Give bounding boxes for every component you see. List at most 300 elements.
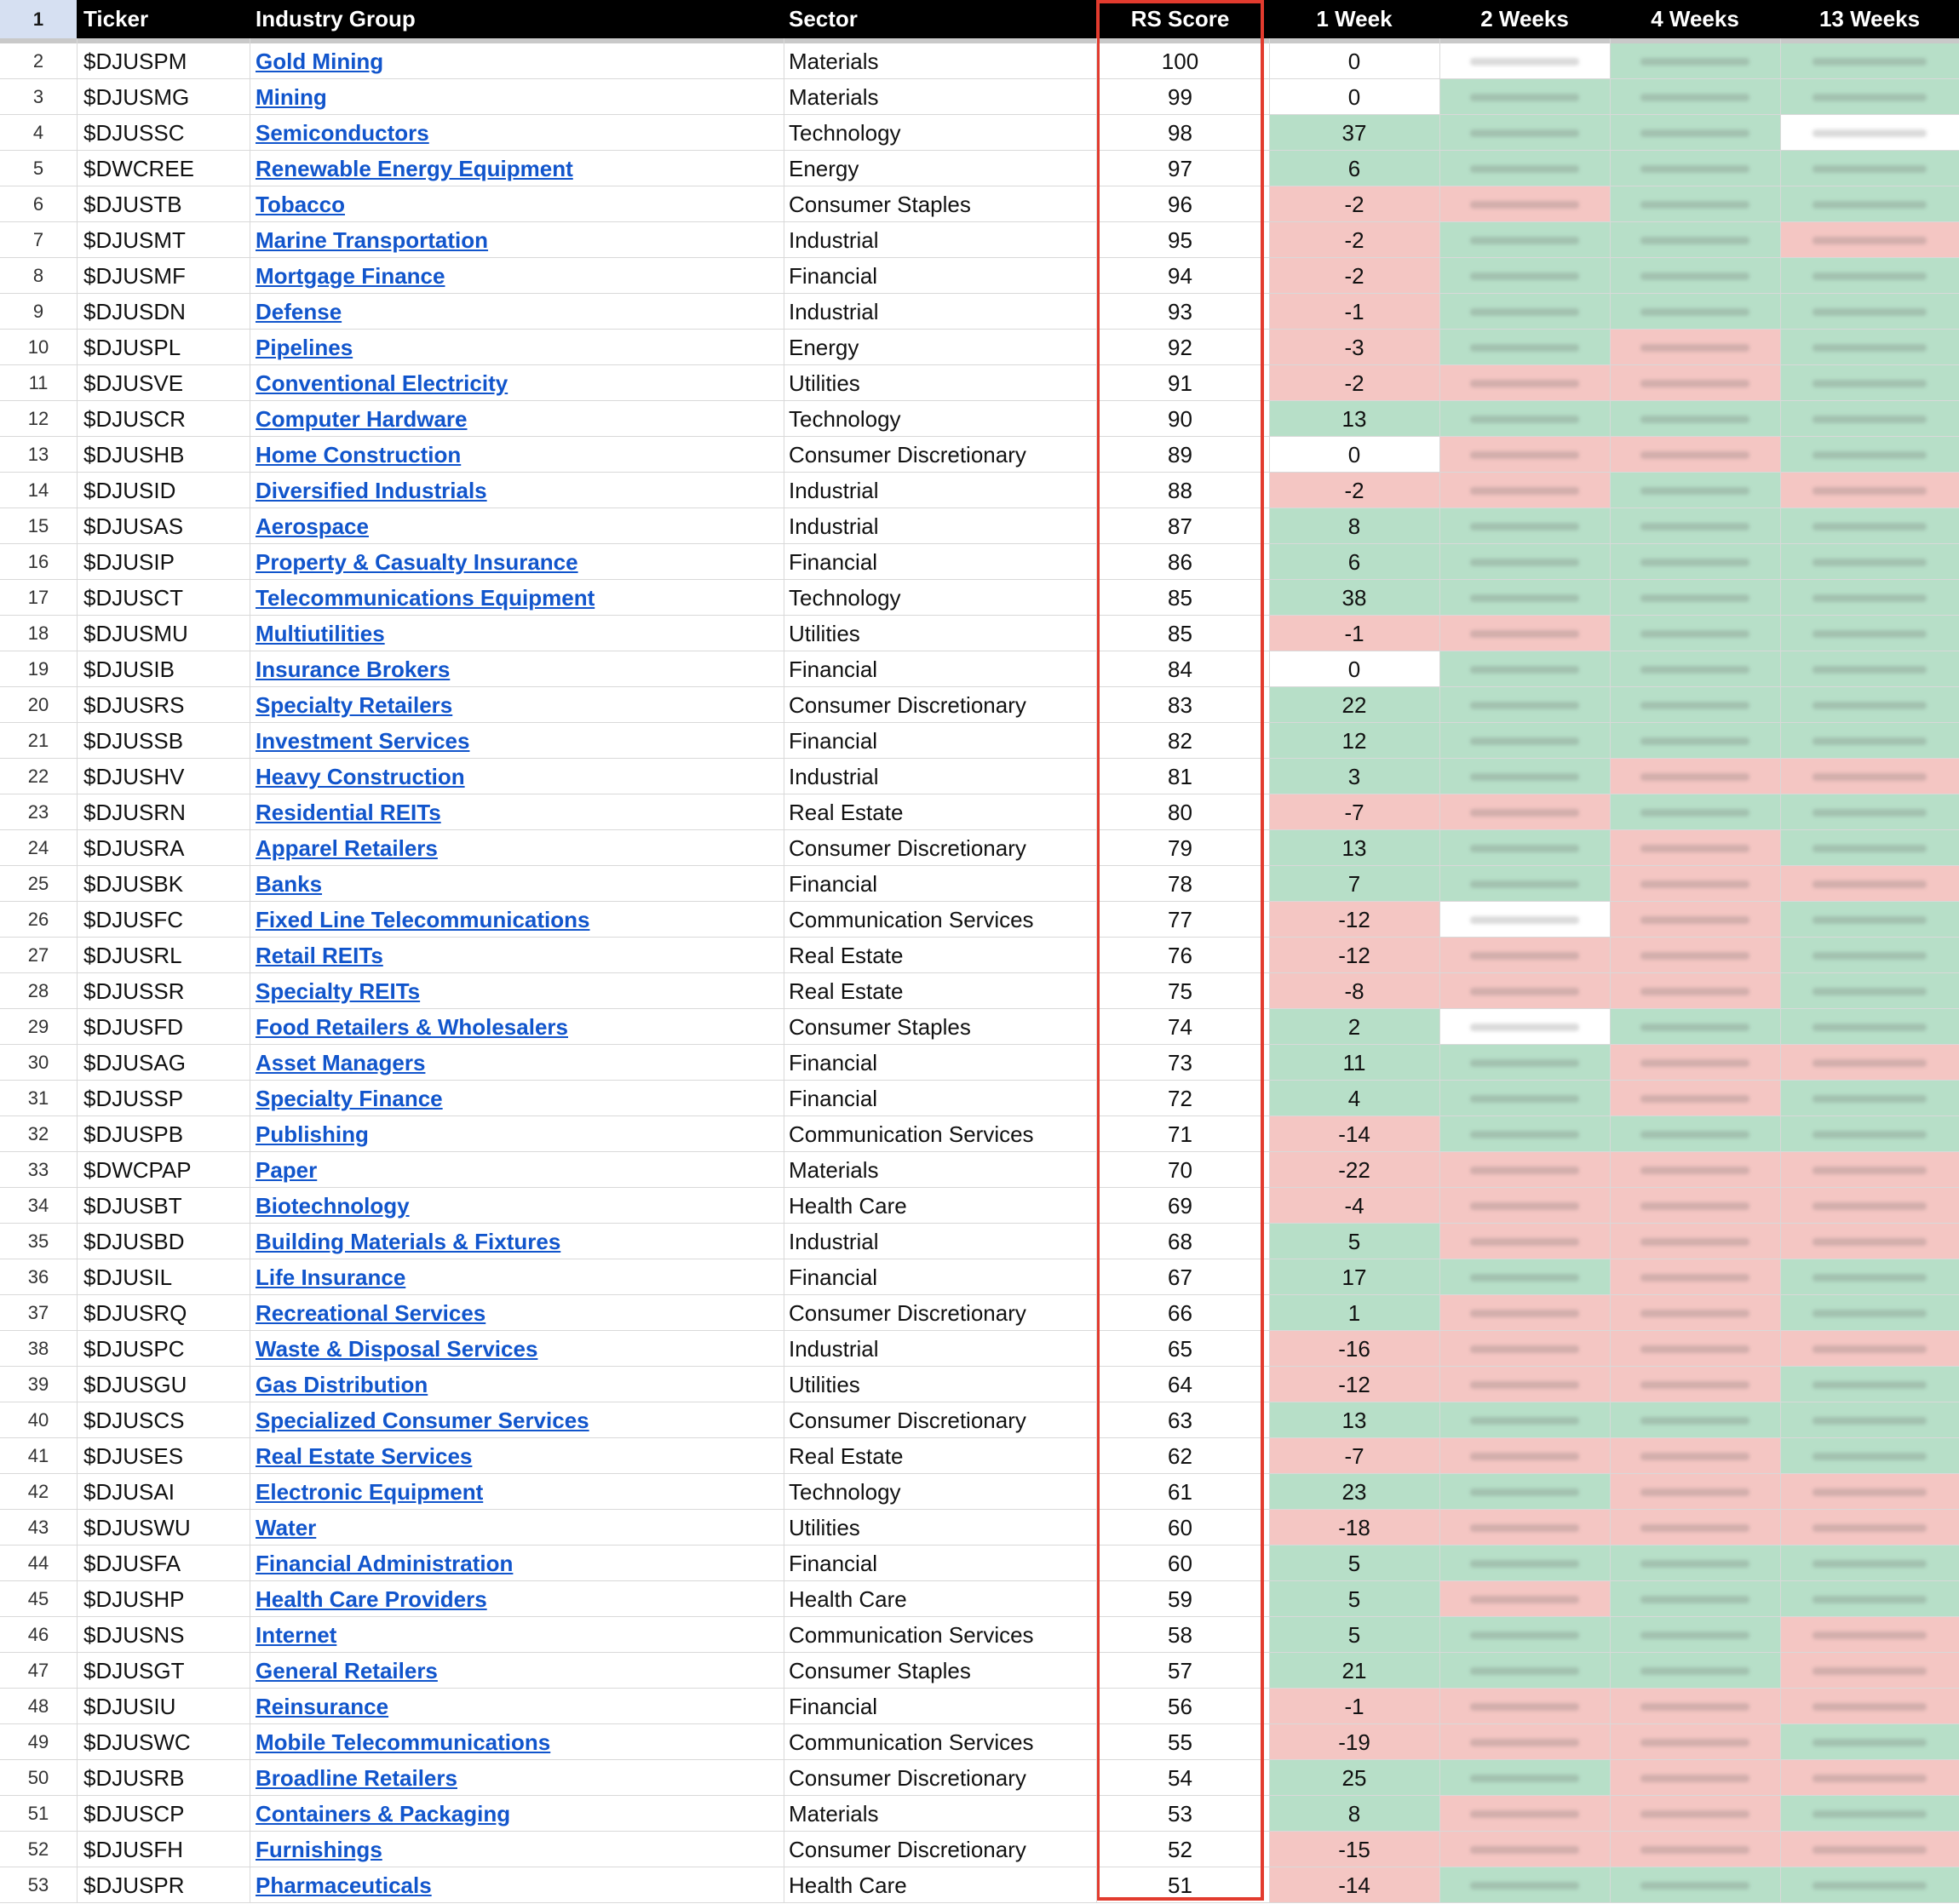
one-week-cell[interactable]: 13 [1269,830,1439,866]
thirteen-weeks-cell[interactable] [1780,1474,1959,1510]
industry-group-link[interactable]: Fixed Line Telecommunications [256,907,590,932]
industry-group-link[interactable]: Water [256,1515,317,1540]
rs-score-cell[interactable]: 62 [1168,1443,1192,1469]
four-weeks-cell[interactable] [1610,544,1780,580]
industry-group-cell[interactable] [256,866,784,902]
thirteen-weeks-cell[interactable] [1780,1367,1959,1402]
thirteen-weeks-cell[interactable] [1780,401,1959,437]
two-weeks-cell[interactable] [1439,1081,1610,1116]
sector-cell[interactable]: Real Estate [789,1443,904,1469]
thirteen-weeks-cell[interactable] [1780,330,1959,365]
sector-cell[interactable]: Technology [789,585,901,611]
industry-group-link[interactable]: Home Construction [256,442,462,467]
one-week-cell[interactable]: -1 [1269,294,1439,330]
thirteen-weeks-cell[interactable] [1780,1045,1959,1081]
industry-group-link[interactable]: Tobacco [256,192,345,217]
one-week-cell[interactable]: 8 [1269,508,1439,544]
industry-group-cell[interactable] [256,43,784,79]
sector-cell[interactable]: Industrial [789,1336,879,1362]
sector-cell[interactable]: Technology [789,120,901,146]
rs-score-cell[interactable]: 69 [1168,1193,1192,1219]
one-week-cell[interactable]: 4 [1269,1081,1439,1116]
industry-group-cell[interactable] [256,1367,784,1402]
rs-score-cell[interactable]: 74 [1168,1014,1192,1040]
thirteen-weeks-cell[interactable] [1780,43,1959,79]
thirteen-weeks-cell[interactable] [1780,1402,1959,1438]
sector-cell[interactable]: Consumer Discretionary [789,1837,1026,1862]
thirteen-weeks-cell[interactable] [1780,902,1959,938]
ticker-cell[interactable]: $DJUSPL [83,335,181,360]
one-week-cell[interactable]: 0 [1269,79,1439,115]
industry-group-cell[interactable] [256,1796,784,1832]
one-week-cell[interactable]: -1 [1269,616,1439,651]
rs-score-cell[interactable]: 94 [1168,263,1192,289]
industry-group-cell[interactable] [256,1689,784,1724]
industry-group-cell[interactable] [256,1081,784,1116]
rs-score-cell[interactable]: 91 [1168,370,1192,396]
industry-group-link[interactable]: Defense [256,299,342,324]
thirteen-weeks-cell[interactable] [1780,1546,1959,1581]
sector-cell[interactable]: Financial [789,1694,878,1719]
four-weeks-cell[interactable] [1610,1259,1780,1295]
thirteen-weeks-cell[interactable] [1780,866,1959,902]
rs-score-cell[interactable]: 57 [1168,1658,1192,1683]
industry-group-link[interactable]: Apparel Retailers [256,835,438,861]
one-week-cell[interactable]: -2 [1269,186,1439,222]
ticker-cell[interactable]: $DJUSSR [83,978,185,1004]
rs-score-cell[interactable]: 59 [1168,1586,1192,1612]
sector-cell[interactable]: Financial [789,1265,878,1290]
rs-score-cell[interactable]: 53 [1168,1801,1192,1827]
two-weeks-cell[interactable] [1439,1188,1610,1224]
sector-cell[interactable]: Technology [789,1479,901,1505]
ticker-cell[interactable]: $DJUSMU [83,621,188,646]
column-header-sector[interactable]: Sector [789,6,858,32]
industry-group-cell[interactable] [256,1152,784,1188]
rs-score-cell[interactable]: 81 [1168,764,1192,789]
two-weeks-cell[interactable] [1439,794,1610,830]
one-week-cell[interactable]: -8 [1269,973,1439,1009]
rs-score-cell[interactable]: 51 [1168,1872,1192,1898]
two-weeks-cell[interactable] [1439,544,1610,580]
four-weeks-cell[interactable] [1610,401,1780,437]
ticker-cell[interactable]: $DJUSID [83,478,176,503]
four-weeks-cell[interactable] [1610,1796,1780,1832]
ticker-cell[interactable]: $DJUSCS [83,1408,185,1433]
one-week-cell[interactable]: -14 [1269,1116,1439,1152]
four-weeks-cell[interactable] [1610,938,1780,973]
ticker-cell[interactable]: $DJUSMG [83,84,190,110]
industry-group-cell[interactable] [256,902,784,938]
ticker-cell[interactable]: $DWCREE [83,156,195,181]
rs-score-cell[interactable]: 67 [1168,1265,1192,1290]
one-week-cell[interactable]: -1 [1269,1689,1439,1724]
thirteen-weeks-cell[interactable] [1780,1188,1959,1224]
industry-group-cell[interactable] [256,1474,784,1510]
four-weeks-cell[interactable] [1610,186,1780,222]
ticker-cell[interactable]: $DJUSBK [83,871,184,897]
two-weeks-cell[interactable] [1439,1402,1610,1438]
two-weeks-cell[interactable] [1439,401,1610,437]
four-weeks-cell[interactable] [1610,1045,1780,1081]
sector-cell[interactable]: Financial [789,657,878,682]
sector-cell[interactable]: Real Estate [789,978,904,1004]
thirteen-weeks-cell[interactable] [1780,258,1959,294]
four-weeks-cell[interactable] [1610,222,1780,258]
one-week-cell[interactable]: -3 [1269,330,1439,365]
one-week-cell[interactable]: -16 [1269,1331,1439,1367]
ticker-cell[interactable]: $DJUSPC [83,1336,185,1362]
thirteen-weeks-cell[interactable] [1780,1581,1959,1617]
rs-score-cell[interactable]: 64 [1168,1372,1192,1397]
industry-group-link[interactable]: Insurance Brokers [256,657,451,682]
rs-score-cell[interactable]: 72 [1168,1086,1192,1111]
thirteen-weeks-cell[interactable] [1780,1510,1959,1546]
rs-score-cell[interactable]: 52 [1168,1837,1192,1862]
industry-group-link[interactable]: Mobile Telecommunications [256,1729,551,1755]
ticker-cell[interactable]: $DJUSIP [83,549,175,575]
one-week-cell[interactable]: 5 [1269,1546,1439,1581]
thirteen-weeks-cell[interactable] [1780,1617,1959,1653]
thirteen-weeks-cell[interactable] [1780,723,1959,759]
two-weeks-cell[interactable] [1439,222,1610,258]
sector-cell[interactable]: Consumer Discretionary [789,442,1026,467]
ticker-cell[interactable]: $DJUSPB [83,1121,184,1147]
four-weeks-cell[interactable] [1610,115,1780,151]
thirteen-weeks-cell[interactable] [1780,1295,1959,1331]
industry-group-cell[interactable] [256,1295,784,1331]
four-weeks-cell[interactable] [1610,1438,1780,1474]
sector-cell[interactable]: Materials [789,49,879,74]
industry-group-link[interactable]: Banks [256,871,323,897]
sector-cell[interactable]: Consumer Discretionary [789,692,1026,718]
thirteen-weeks-cell[interactable] [1780,1331,1959,1367]
two-weeks-cell[interactable] [1439,79,1610,115]
column-header-rs-score[interactable]: RS Score [1130,6,1230,32]
thirteen-weeks-cell[interactable] [1780,222,1959,258]
industry-group-link[interactable]: Residential REITs [256,800,441,825]
sector-cell[interactable]: Health Care [789,1586,907,1612]
sector-cell[interactable]: Utilities [789,621,860,646]
two-weeks-cell[interactable] [1439,1474,1610,1510]
industry-group-cell[interactable] [256,1259,784,1295]
ticker-cell[interactable]: $DJUSFA [83,1551,181,1576]
industry-group-cell[interactable] [256,938,784,973]
industry-group-cell[interactable] [256,115,784,151]
two-weeks-cell[interactable] [1439,1367,1610,1402]
industry-group-cell[interactable] [256,1760,784,1796]
industry-group-cell[interactable] [256,1188,784,1224]
industry-group-cell[interactable] [256,759,784,794]
industry-group-cell[interactable] [256,1224,784,1259]
one-week-cell[interactable]: 3 [1269,759,1439,794]
sector-cell[interactable]: Consumer Staples [789,1658,971,1683]
thirteen-weeks-cell[interactable] [1780,651,1959,687]
four-weeks-cell[interactable] [1610,1760,1780,1796]
four-weeks-cell[interactable] [1610,1546,1780,1581]
two-weeks-cell[interactable] [1439,866,1610,902]
industry-group-link[interactable]: Semiconductors [256,120,429,146]
two-weeks-cell[interactable] [1439,1581,1610,1617]
industry-group-cell[interactable] [256,1546,784,1581]
rs-score-cell[interactable]: 84 [1168,657,1192,682]
rs-score-cell[interactable]: 95 [1168,227,1192,253]
ticker-cell[interactable]: $DJUSHP [83,1586,185,1612]
one-week-cell[interactable]: -2 [1269,222,1439,258]
ticker-cell[interactable]: $DJUSPM [83,49,187,74]
sector-cell[interactable]: Health Care [789,1872,907,1898]
one-week-cell[interactable]: 12 [1269,723,1439,759]
ticker-cell[interactable]: $DJUSIU [83,1694,176,1719]
two-weeks-cell[interactable] [1439,151,1610,186]
sector-cell[interactable]: Financial [789,549,878,575]
sector-cell[interactable]: Communication Services [789,907,1034,932]
thirteen-weeks-cell[interactable] [1780,1009,1959,1045]
sector-cell[interactable]: Energy [789,156,859,181]
thirteen-weeks-cell[interactable] [1780,1081,1959,1116]
two-weeks-cell[interactable] [1439,1724,1610,1760]
industry-group-cell[interactable] [256,1438,784,1474]
industry-group-link[interactable]: Marine Transportation [256,227,489,253]
rs-score-cell[interactable]: 78 [1168,871,1192,897]
industry-group-cell[interactable] [256,1402,784,1438]
thirteen-weeks-cell[interactable] [1780,1796,1959,1832]
industry-group-link[interactable]: Containers & Packaging [256,1801,511,1827]
rs-score-cell[interactable]: 90 [1168,406,1192,432]
rs-score-cell[interactable]: 89 [1168,442,1192,467]
two-weeks-cell[interactable] [1439,1653,1610,1689]
industry-group-cell[interactable] [256,651,784,687]
two-weeks-cell[interactable] [1439,1796,1610,1832]
rs-score-cell[interactable]: 66 [1168,1300,1192,1326]
sector-cell[interactable]: Consumer Staples [789,192,971,217]
thirteen-weeks-cell[interactable] [1780,687,1959,723]
sector-cell[interactable]: Industrial [789,764,879,789]
industry-group-link[interactable]: Conventional Electricity [256,370,508,396]
rs-score-cell[interactable]: 87 [1168,513,1192,539]
industry-group-cell[interactable] [256,723,784,759]
four-weeks-cell[interactable] [1610,1832,1780,1867]
industry-group-link[interactable]: Furnishings [256,1837,382,1862]
ticker-cell[interactable]: $DJUSAI [83,1479,175,1505]
two-weeks-cell[interactable] [1439,1259,1610,1295]
sector-cell[interactable]: Technology [789,406,901,432]
four-weeks-cell[interactable] [1610,687,1780,723]
two-weeks-cell[interactable] [1439,1689,1610,1724]
rs-score-cell[interactable]: 60 [1168,1515,1192,1540]
four-weeks-cell[interactable] [1610,1617,1780,1653]
rs-score-cell[interactable]: 61 [1168,1479,1192,1505]
ticker-cell[interactable]: $DJUSAG [83,1050,186,1075]
industry-group-link[interactable]: Pipelines [256,335,353,360]
sector-cell[interactable]: Materials [789,84,879,110]
ticker-cell[interactable]: $DJUSCP [83,1801,185,1827]
sector-cell[interactable]: Real Estate [789,943,904,968]
one-week-cell[interactable]: 2 [1269,1009,1439,1045]
industry-group-link[interactable]: Specialty Finance [256,1086,443,1111]
one-week-cell[interactable]: 37 [1269,115,1439,151]
four-weeks-cell[interactable] [1610,1724,1780,1760]
industry-group-cell[interactable] [256,1867,784,1903]
ticker-cell[interactable]: $DJUSGU [83,1372,187,1397]
column-header-2-weeks[interactable]: 2 Weeks [1480,6,1569,32]
four-weeks-cell[interactable] [1610,1009,1780,1045]
one-week-cell[interactable]: -22 [1269,1152,1439,1188]
rs-score-cell[interactable]: 68 [1168,1229,1192,1254]
sector-cell[interactable]: Consumer Discretionary [789,1765,1026,1791]
one-week-cell[interactable]: -2 [1269,473,1439,508]
thirteen-weeks-cell[interactable] [1780,1724,1959,1760]
industry-group-link[interactable]: Renewable Energy Equipment [256,156,573,181]
sector-cell[interactable]: Industrial [789,478,879,503]
ticker-cell[interactable]: $DJUSSP [83,1086,184,1111]
thirteen-weeks-cell[interactable] [1780,1760,1959,1796]
thirteen-weeks-cell[interactable] [1780,616,1959,651]
column-header-ticker[interactable]: Ticker [83,6,149,32]
thirteen-weeks-cell[interactable] [1780,830,1959,866]
one-week-cell[interactable]: 5 [1269,1581,1439,1617]
industry-group-link[interactable]: Health Care Providers [256,1586,487,1612]
two-weeks-cell[interactable] [1439,723,1610,759]
industry-group-link[interactable]: Specialty Retailers [256,692,453,718]
ticker-cell[interactable]: $DJUSSC [83,120,185,146]
industry-group-link[interactable]: Mining [256,84,327,110]
industry-group-cell[interactable] [256,222,784,258]
industry-group-link[interactable]: Investment Services [256,728,470,754]
industry-group-cell[interactable] [256,1045,784,1081]
industry-group-link[interactable]: Gold Mining [256,49,384,74]
thirteen-weeks-cell[interactable] [1780,1653,1959,1689]
one-week-cell[interactable]: 0 [1269,651,1439,687]
four-weeks-cell[interactable] [1610,1081,1780,1116]
thirteen-weeks-cell[interactable] [1780,437,1959,473]
four-weeks-cell[interactable] [1610,1188,1780,1224]
industry-group-link[interactable]: Publishing [256,1121,369,1147]
ticker-cell[interactable]: $DJUSRA [83,835,185,861]
one-week-cell[interactable]: 17 [1269,1259,1439,1295]
thirteen-weeks-cell[interactable] [1780,544,1959,580]
two-weeks-cell[interactable] [1439,186,1610,222]
rs-score-cell[interactable]: 76 [1168,943,1192,968]
rs-score-cell[interactable]: 75 [1168,978,1192,1004]
industry-group-link[interactable]: Internet [256,1622,337,1648]
industry-group-link[interactable]: Specialty REITs [256,978,421,1004]
rs-score-cell[interactable]: 83 [1168,692,1192,718]
two-weeks-cell[interactable] [1439,1152,1610,1188]
two-weeks-cell[interactable] [1439,437,1610,473]
industry-group-link[interactable]: Multiutilities [256,621,385,646]
four-weeks-cell[interactable] [1610,365,1780,401]
rs-score-cell[interactable]: 80 [1168,800,1192,825]
industry-group-link[interactable]: Heavy Construction [256,764,465,789]
ticker-cell[interactable]: $DJUSIL [83,1265,173,1290]
thirteen-weeks-cell[interactable] [1780,1867,1959,1903]
one-week-cell[interactable]: -19 [1269,1724,1439,1760]
sector-cell[interactable]: Financial [789,728,878,754]
industry-group-cell[interactable] [256,186,784,222]
industry-group-cell[interactable] [256,294,784,330]
rs-score-cell[interactable]: 77 [1168,907,1192,932]
rs-score-cell[interactable]: 85 [1168,621,1192,646]
rs-score-cell[interactable]: 73 [1168,1050,1192,1075]
industry-group-cell[interactable] [256,1617,784,1653]
one-week-cell[interactable]: -7 [1269,794,1439,830]
thirteen-weeks-cell[interactable] [1780,79,1959,115]
two-weeks-cell[interactable] [1439,616,1610,651]
industry-group-link[interactable]: Asset Managers [256,1050,426,1075]
thirteen-weeks-cell[interactable] [1780,759,1959,794]
rs-score-cell[interactable]: 65 [1168,1336,1192,1362]
industry-group-link[interactable]: Property & Casualty Insurance [256,549,578,575]
four-weeks-cell[interactable] [1610,1510,1780,1546]
ticker-cell[interactable]: $DJUSRL [83,943,182,968]
four-weeks-cell[interactable] [1610,973,1780,1009]
industry-group-cell[interactable] [256,330,784,365]
two-weeks-cell[interactable] [1439,294,1610,330]
four-weeks-cell[interactable] [1610,1474,1780,1510]
sector-cell[interactable]: Utilities [789,370,860,396]
sector-cell[interactable]: Utilities [789,1515,860,1540]
rs-score-cell[interactable]: 86 [1168,549,1192,575]
sector-cell[interactable]: Materials [789,1157,879,1183]
industry-group-cell[interactable] [256,687,784,723]
four-weeks-cell[interactable] [1610,1867,1780,1903]
one-week-cell[interactable]: -4 [1269,1188,1439,1224]
thirteen-weeks-cell[interactable] [1780,473,1959,508]
industry-group-cell[interactable] [256,1116,784,1152]
two-weeks-cell[interactable] [1439,43,1610,79]
rs-score-cell[interactable]: 54 [1168,1765,1192,1791]
ticker-cell[interactable]: $DJUSCR [83,406,186,432]
industry-group-link[interactable]: Financial Administration [256,1551,514,1576]
sector-cell[interactable]: Communication Services [789,1622,1034,1648]
one-week-cell[interactable]: 25 [1269,1760,1439,1796]
thirteen-weeks-cell[interactable] [1780,1224,1959,1259]
industry-group-link[interactable]: Reinsurance [256,1694,389,1719]
one-week-cell[interactable]: 13 [1269,1402,1439,1438]
four-weeks-cell[interactable] [1610,1152,1780,1188]
thirteen-weeks-cell[interactable] [1780,794,1959,830]
rs-score-cell[interactable]: 58 [1168,1622,1192,1648]
industry-group-link[interactable]: Retail REITs [256,943,383,968]
two-weeks-cell[interactable] [1439,258,1610,294]
four-weeks-cell[interactable] [1610,1367,1780,1402]
rs-score-cell[interactable]: 79 [1168,835,1192,861]
ticker-cell[interactable]: $DJUSRQ [83,1300,187,1326]
four-weeks-cell[interactable] [1610,79,1780,115]
two-weeks-cell[interactable] [1439,1116,1610,1152]
one-week-cell[interactable]: -7 [1269,1438,1439,1474]
industry-group-link[interactable]: Food Retailers & Wholesalers [256,1014,568,1040]
industry-group-cell[interactable] [256,616,784,651]
ticker-cell[interactable]: $DJUSFD [83,1014,184,1040]
one-week-cell[interactable]: 5 [1269,1617,1439,1653]
rs-score-cell[interactable]: 97 [1168,156,1192,181]
thirteen-weeks-cell[interactable] [1780,1832,1959,1867]
ticker-cell[interactable]: $DJUSMF [83,263,186,289]
industry-group-link[interactable]: Waste & Disposal Services [256,1336,538,1362]
rs-score-cell[interactable]: 82 [1168,728,1192,754]
ticker-cell[interactable]: $DJUSGT [83,1658,185,1683]
one-week-cell[interactable]: 0 [1269,43,1439,79]
four-weeks-cell[interactable] [1610,294,1780,330]
one-week-cell[interactable]: 21 [1269,1653,1439,1689]
industry-group-link[interactable]: Mortgage Finance [256,263,445,289]
sector-cell[interactable]: Communication Services [789,1729,1034,1755]
four-weeks-cell[interactable] [1610,473,1780,508]
one-week-cell[interactable]: 5 [1269,1224,1439,1259]
ticker-cell[interactable]: $DJUSWC [83,1729,191,1755]
